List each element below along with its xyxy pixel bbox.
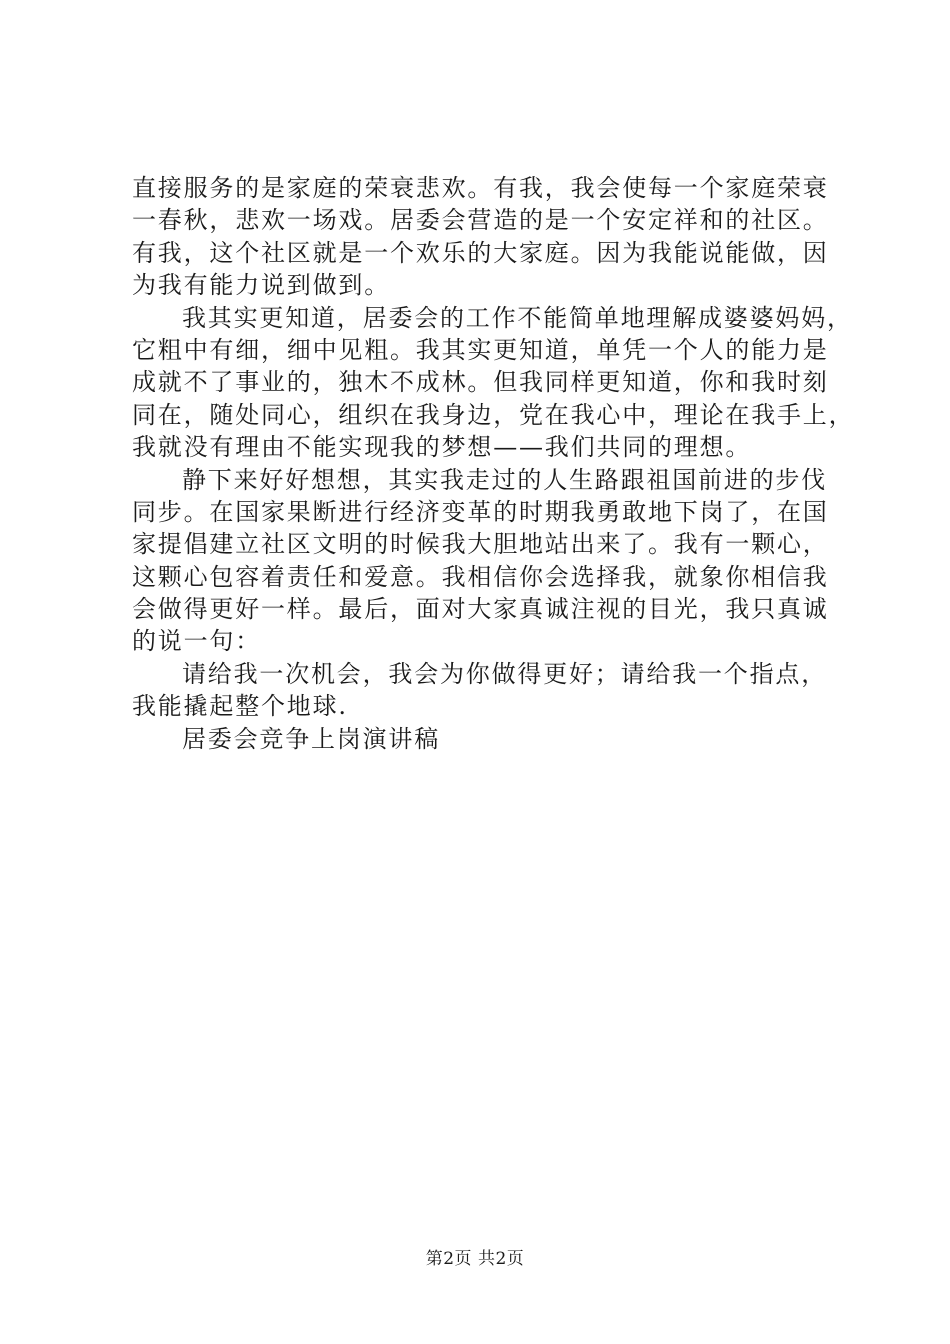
text-line: 有我，这个社区就是一个欢乐的大家庭。因为我能说能做，因 (132, 238, 829, 267)
text-line: 静下来好好想想，其实我走过的人生路跟祖国前进的步伐 (182, 465, 827, 494)
text-line: 它粗中有细，细中见粗。我其实更知道，单凭一个人的能力是 (132, 335, 829, 364)
page-footer (0, 1244, 950, 1269)
text-line: 我其实更知道，居委会的工作不能简单地理解成婆婆妈妈， (182, 303, 853, 332)
text-line: 为我有能力说到做到。 (132, 271, 390, 300)
text-line: 这颗心包容着责任和爱意。我相信你会选择我，就象你相信我 (132, 562, 829, 591)
text-line: 我就没有理由不能实现我的梦想——我们共同的理想。 (132, 433, 752, 462)
text-line: 同步。在国家果断进行经济变革的时期我勇敢地下岗了，在国 (132, 497, 829, 526)
text-line: 的说一句： (132, 627, 261, 656)
page-number-indicator: 第2页 共2页 (425, 1249, 525, 1269)
text-line: 直接服务的是家庭的荣衰悲欢。有我，我会使每一个家庭荣衰 (132, 174, 829, 202)
document-body (132, 172, 855, 755)
text-line: 会做得更好一样。最后，面对大家真诚注视的目光，我只真诚 (132, 595, 829, 624)
text-line: 居委会竞争上岗演讲稿 (182, 724, 440, 753)
text-line: 家提倡建立社区文明的时候我大胆地站出来了。我有一颗心， (132, 530, 829, 559)
text-line: 我能撬起整个地球. (132, 692, 348, 721)
text-line: 请给我一次机会，我会为你做得更好；请给我一个指点， (182, 659, 827, 688)
text-line: 成就不了事业的，独木不成林。但我同样更知道，你和我时刻 (132, 368, 829, 397)
text-line: 一春秋，悲欢一场戏。居委会营造的是一个安定祥和的社区。 (132, 206, 829, 235)
text-line: 同在，随处同心，组织在我身边，党在我心中，理论在我手上， (132, 400, 855, 429)
